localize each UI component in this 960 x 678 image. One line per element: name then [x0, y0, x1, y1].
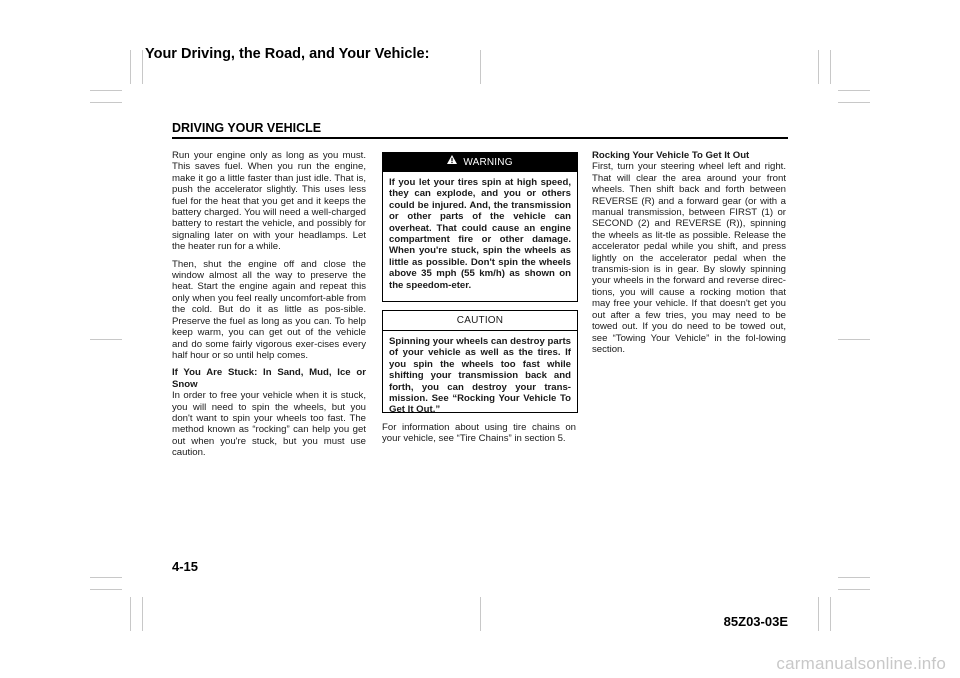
- crop-mark: [130, 50, 131, 84]
- warning-header: [383, 153, 577, 172]
- crop-mark: [838, 577, 870, 578]
- paragraph: Run your engine only as long as you must. This saves fuel. When you run the engine, make it go a little faster than just idle. That is, push the accelerator slightly. This uses less fuel for the heat that you get and it keeps the battery charged. You will need a well-charged battery to restart the vehicle, and possibly for signaling later on with your headlamps. Let the heater run for a while.: [172, 150, 366, 253]
- paragraph: Then, shut the engine off and close the window almost all the way to preserve the heat. Start the engine again and repeat this only when you feel really uncomfort-able from the cold. But do it as little as pos-sible. Preserve the fuel as long as you can. To help keep warm, you can get out of the vehicle and do some fairly vigorous exer-cises every half hour or so until help comes.: [172, 258, 366, 361]
- crop-mark: [818, 50, 819, 84]
- crop-mark: [830, 597, 831, 631]
- paragraph: For information about using tire chains on your vehicle, see “Tire Chains” in section 5.: [382, 422, 576, 445]
- crop-mark: [142, 50, 143, 84]
- caution-label: CAUTION: [383, 311, 577, 331]
- caution-box: [382, 310, 578, 416]
- crop-mark: [838, 90, 870, 91]
- crop-mark: [90, 589, 122, 590]
- crop-mark: [480, 597, 481, 631]
- crop-mark: [830, 50, 831, 84]
- page-number: 4-15: [172, 559, 199, 574]
- text-column-middle: [382, 422, 576, 451]
- crop-mark: [130, 597, 131, 631]
- watermark: carmanualsonline.info: [776, 654, 946, 673]
- crop-mark: [90, 90, 122, 91]
- crop-mark: [90, 102, 122, 103]
- subheading: Rocking Your Vehicle To Get It Out: [592, 150, 750, 161]
- crop-mark: [838, 339, 870, 340]
- subsection: [172, 367, 366, 458]
- crop-mark: [480, 50, 481, 84]
- crop-mark: [90, 339, 122, 340]
- warning-text: If you let your tires spin at high speed, they can explode, and you or others could be injured. And, the transmission or other parts of the vehicle can overheat. That could cause an engine compartment fire or other damage. When you're stuck, spin the wheels as little as possible. Don't spin the wheels above 35 mph (55 km/h) as shown on the speedom-eter.: [389, 177, 571, 291]
- paragraph: First, turn your steering wheel left and right. That will clear the area around your front wheels. Then shift back and forth between REVERSE (R) and a forward gear (or with a manual transmission, between FIRST (1) or SECOND (2) and REVERSE (R)), spinning the wheels as lit-tle as possible. Release the accelerator pedal while you shift, and press lightly on the accelerator pedal when the transmis-sion is in gear. By slowly spinning your wheels in the forward and reverse direc-tions, you will cause a rocking motion that may free your vehicle. If that doesn't get you out after a few tries, you may need to be towed out. If you do need to be towed out, see “Towing Your Vehicle” in the fol-lowing section.: [592, 161, 786, 355]
- text-column-left: [172, 150, 366, 465]
- warning-box: [382, 152, 578, 302]
- subsection: [592, 150, 786, 355]
- section-divider: [172, 137, 788, 139]
- crop-mark: [90, 577, 122, 578]
- paragraph: In order to free your vehicle when it is stuck, you will need to spin the wheels, but you don't want to spin your wheels too fast. The method known as “rocking” can help you get out when you're stuck, but you must use caution.: [172, 390, 366, 459]
- running-header: Your Driving, the Road, and Your Vehicle:: [145, 46, 430, 62]
- document-code: 85Z03-03E: [723, 614, 788, 629]
- crop-mark: [818, 597, 819, 631]
- caution-text: Spinning your wheels can destroy parts of your vehicle as well as the tires. If you spin the wheels too fast while shifting your transmission back and forth, you can destroy your trans-mission. See “Rocking Your Vehicle To Get It Out.”: [389, 336, 571, 416]
- subheading: If You Are Stuck: In Sand, Mud, Ice or Snow: [172, 367, 366, 390]
- section-title: DRIVING YOUR VEHICLE: [172, 121, 322, 135]
- crop-mark: [838, 102, 870, 103]
- text-column-right: [592, 150, 786, 361]
- crop-mark: [142, 597, 143, 631]
- crop-mark: [838, 589, 870, 590]
- warning-label: WARNING: [463, 157, 513, 168]
- warning-triangle-icon: [447, 155, 457, 167]
